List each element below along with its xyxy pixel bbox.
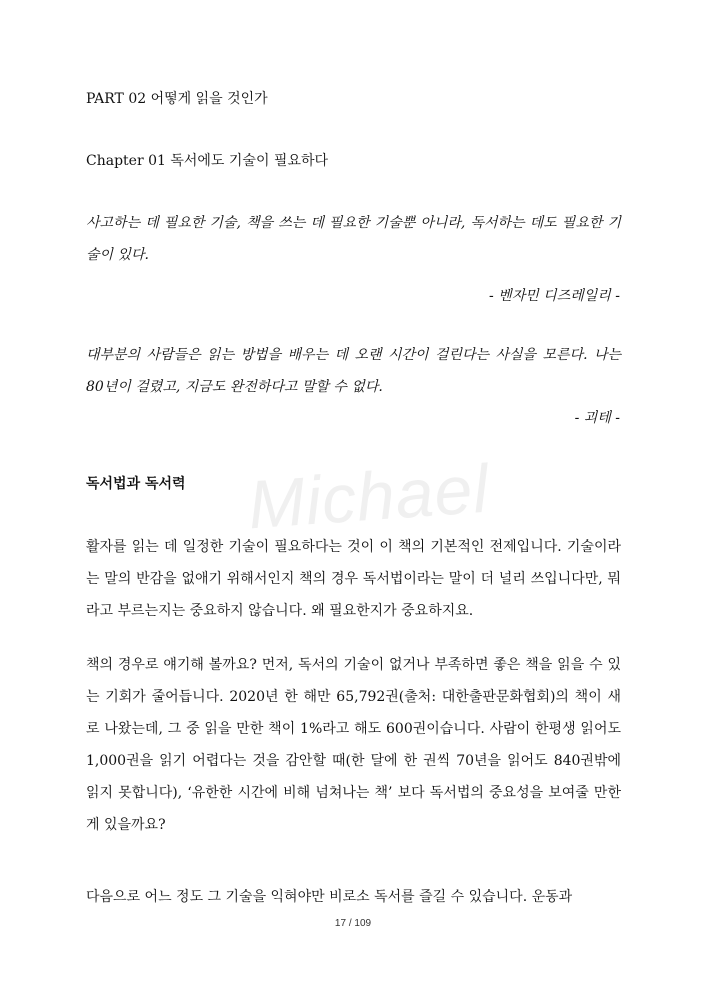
section-heading-block bbox=[86, 473, 621, 493]
quote-2 bbox=[86, 339, 621, 403]
quote-text: 사고하는 데 필요한 기술, 책을 쓰는 데 필요한 기술뿐 아니라, 독서하는 데도 필요한 기술이 있다. bbox=[86, 215, 621, 263]
watermark: Michael bbox=[245, 450, 492, 544]
chapter-title: Chapter 01 독서에도 기술이 필요하다 bbox=[86, 153, 329, 169]
paragraph-text: 활자를 읽는 데 일정한 기술이 필요하다는 것이 이 책의 기본적인 전제입니다. 기술이라는 말의 반감을 없애기 위해서인지 책의 경우 독서법이라는 말이 더 널리 쓰입니다만, 뭐라고 부르는지는 중요하지 않습니다. 왜 필요한지가 중요하지요. bbox=[86, 539, 621, 619]
section-title: 독서법과 독서력 bbox=[86, 476, 186, 492]
quote-1 bbox=[86, 207, 621, 271]
part-title: PART 02 어떻게 읽을 것인가 bbox=[86, 91, 268, 107]
part-heading-block bbox=[86, 88, 621, 108]
quote-author: - 괴테 - bbox=[574, 410, 620, 426]
chapter-heading-block bbox=[86, 150, 621, 170]
page-number: 17 / 109 bbox=[334, 918, 372, 929]
paragraph bbox=[86, 531, 621, 627]
paragraph bbox=[86, 881, 621, 913]
paragraph-text: 다음으로 어느 정도 그 기술을 익혀야만 비로소 독서를 즐길 수 있습니다. 운동과 bbox=[86, 889, 573, 905]
paragraph bbox=[86, 649, 621, 841]
quote-text: 대부분의 사람들은 읽는 방법을 배우는 데 오랜 시간이 걸린다는 사실을 모른다. 나는 80년이 걸렸고, 지금도 완전하다고 말할 수 없다. bbox=[86, 347, 621, 395]
paragraph-text: 책의 경우로 얘기해 볼까요? 먼저, 독서의 기술이 없거나 부족하면 좋은 책을 읽을 수 있는 기회가 줄어듭니다. 2020년 한 해만 65,792권(출처: 대한출판문화협회)의 책이 새로 나왔는데, 그 중 읽을 만한 책이 1%라고 해도 600권이습니다. 사람이 한평생 읽어도 1,000권을 읽기 어렵다는 것을 감안할 때(한 달에 한 권씩 70년을 읽어도 840권밖에 읽지 못합니다), ‘유한한 시간에 비해 넘쳐나는 책’ 보다 독서법의 중요성을 보여줄 만한 게 있을까요? bbox=[86, 657, 621, 833]
quote-author: - 벤자민 디즈레일리 - bbox=[488, 288, 620, 304]
